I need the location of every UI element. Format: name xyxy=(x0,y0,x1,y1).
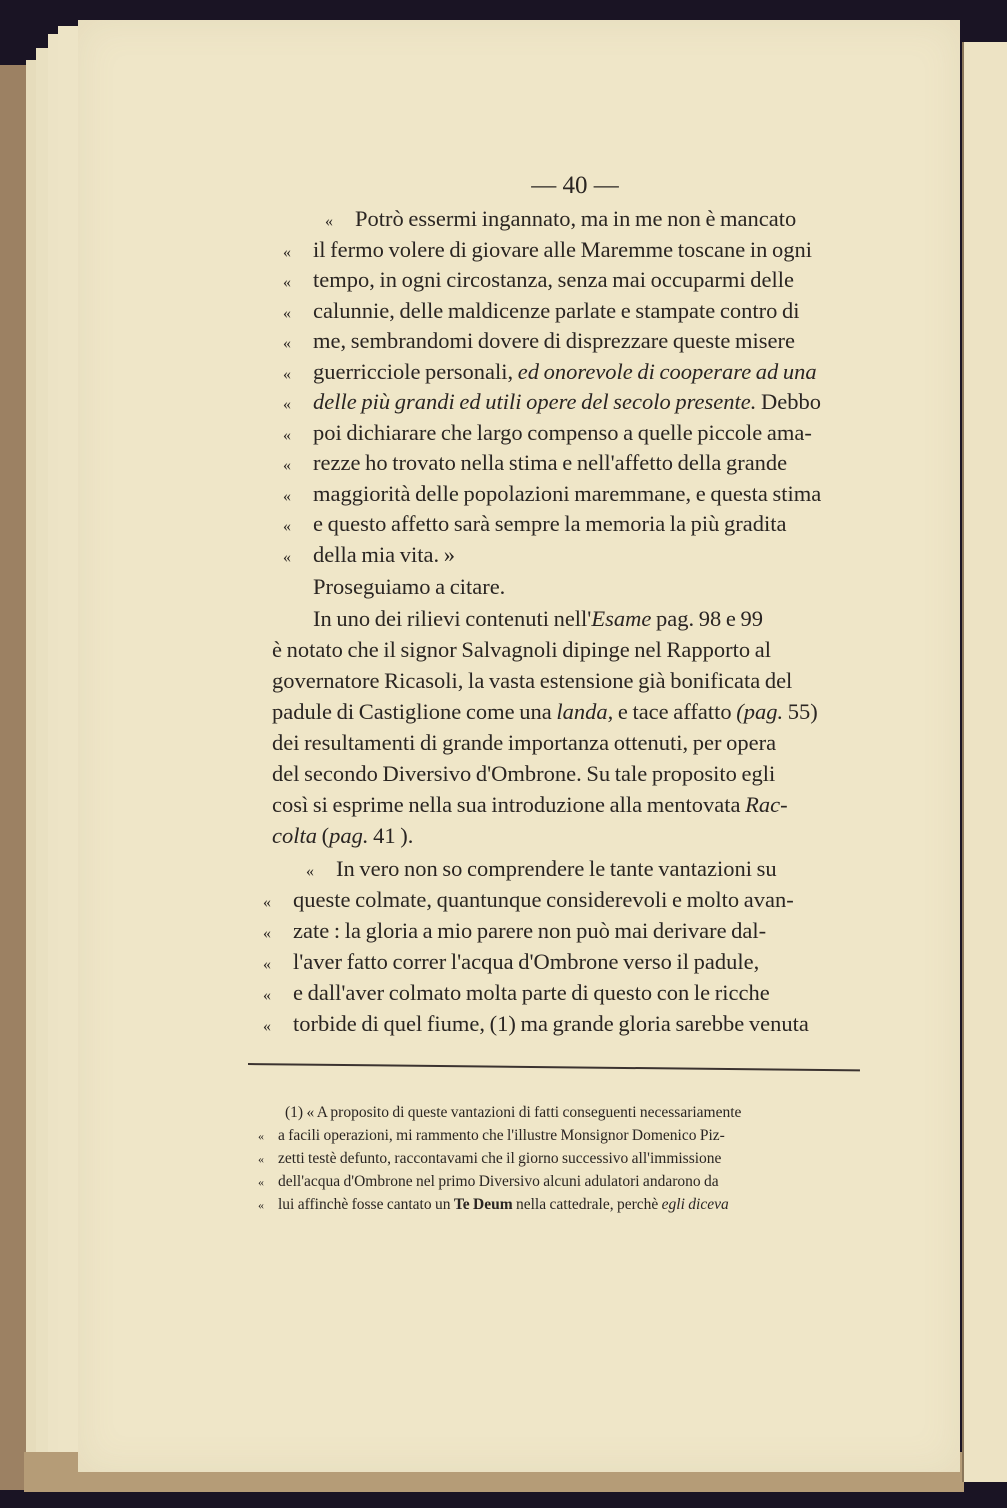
quote-mark: « xyxy=(283,304,291,322)
text: dell'acqua d'Ombrone nel primo Diversivo alcuni adulatori andarono da xyxy=(278,1173,719,1190)
text: In vero non so comprendere le tante vantazioni su xyxy=(336,856,777,881)
quote-mark: « xyxy=(263,925,271,942)
footnote-line xyxy=(258,1172,719,1192)
footnote-line xyxy=(258,1195,729,1215)
paragraph-line: governatore Ricasoli, la vasta estensione già bonificata del xyxy=(272,668,793,693)
facing-page-edge xyxy=(962,42,1007,1482)
text: 55) xyxy=(783,699,818,724)
quote-line xyxy=(283,267,794,296)
quote-line xyxy=(263,1011,809,1040)
paragraph-line xyxy=(272,823,413,849)
text: e questo affetto sarà sempre la memoria la più gradita xyxy=(313,511,787,536)
quote-mark: « xyxy=(283,274,291,291)
quote-line xyxy=(283,542,455,571)
footnote-line xyxy=(258,1149,721,1169)
paragraph-line xyxy=(272,699,818,725)
italic-text: colta xyxy=(272,823,317,848)
text: tempo, in ogni circostanza, senza mai occuparmi delle xyxy=(313,267,794,292)
bold-text: Te Deum xyxy=(453,1196,513,1213)
quote-line xyxy=(306,856,777,885)
quote-mark: « xyxy=(283,487,291,505)
quote-line xyxy=(263,980,770,1009)
italic-text: Rac- xyxy=(745,792,788,817)
quote-line xyxy=(283,481,821,510)
quote-mark: « xyxy=(263,894,271,911)
italic-text: delle più grandi ed utili opere del secolo presente. xyxy=(313,389,757,414)
italic-text: Esame xyxy=(591,606,652,631)
quote-mark: « xyxy=(258,1129,264,1143)
footnote-line: (1) « A proposito di queste vantazioni di fatti conseguenti necessariamente xyxy=(285,1104,742,1121)
text: lui affinchè fosse cantato un xyxy=(278,1196,454,1213)
quote-mark: « xyxy=(283,335,291,352)
paragraph-line: Proseguiamo a citare. xyxy=(313,574,506,599)
quote-line xyxy=(263,949,759,978)
paragraph-line xyxy=(313,606,763,632)
text: calunnie, delle maldicenze parlate e stampate contro di xyxy=(313,297,800,323)
text: me, sembrandomi dovere di disprezzare queste misere xyxy=(313,328,795,353)
footnote-line xyxy=(258,1126,725,1146)
page-number: — 40 — xyxy=(531,172,619,199)
italic-text: pag. xyxy=(329,823,369,848)
text: pag. 98 e 99 xyxy=(651,606,763,631)
quote-line xyxy=(283,511,787,540)
text: maggiorità delle popolazioni maremmane, e questa stima xyxy=(313,480,822,506)
text: nella cattedrale, perchè xyxy=(512,1196,662,1213)
paragraph-line: dei resultamenti di grande importanza ottenuti, per opera xyxy=(272,730,777,755)
quote-mark: « xyxy=(283,548,291,566)
text: guerricciole personali, xyxy=(313,358,514,384)
quote-line xyxy=(283,359,817,388)
quote-mark: « xyxy=(258,1198,264,1212)
italic-text: egli diceva xyxy=(661,1196,729,1213)
text: l'aver fatto correr l'acqua d'Ombrone verso il padule, xyxy=(293,949,760,974)
text: e tace affatto xyxy=(613,699,737,724)
quote-mark: « xyxy=(283,518,291,535)
quote-line xyxy=(283,450,787,479)
paragraph-line xyxy=(272,792,788,818)
quote-mark: « xyxy=(263,956,271,973)
quote-line xyxy=(283,420,812,449)
text: padule di Castiglione come una xyxy=(272,699,557,724)
quote-mark: « xyxy=(283,243,291,261)
quote-line xyxy=(283,298,800,327)
text: zetti testè defunto, raccontavami che il giorno successivo all'immissione xyxy=(278,1150,722,1167)
text: a facili operazioni, mi rammento che l'illustre Monsignor Domenico Piz- xyxy=(278,1127,725,1144)
text: queste colmate, quantunque considerevoli e molto avan- xyxy=(293,887,794,912)
italic-text: (pag. xyxy=(736,699,784,724)
text: torbide di quel fiume, (1) ma grande gloria sarebbe venuta xyxy=(293,1011,809,1036)
paragraph-line: del secondo Diversivo d'Ombrone. Su tale proposito egli xyxy=(272,761,776,786)
quote-line xyxy=(283,328,795,357)
quote-mark: « xyxy=(283,426,291,444)
text: 41 ). xyxy=(368,823,414,848)
text: e dall'aver colmato molta parte di questo con le ricche xyxy=(293,980,770,1005)
paragraph-line: è notato che il signor Salvagnoli dipinge nel Rapporto al xyxy=(272,637,772,662)
quote-mark: « xyxy=(283,396,291,413)
text: della mia vita. » xyxy=(313,541,455,567)
quote-line xyxy=(325,206,796,235)
text: Potrò essermi ingannato, ma in me non è mancato xyxy=(355,206,797,231)
text: ( xyxy=(317,823,330,848)
text: Debbo xyxy=(760,389,821,414)
quote-line xyxy=(283,389,821,418)
quote-mark: « xyxy=(283,365,291,383)
quote-line xyxy=(283,237,812,266)
text: In uno dei rilievi contenuti nell' xyxy=(313,606,592,631)
quote-mark: « xyxy=(325,213,333,230)
quote-mark: « xyxy=(283,457,291,474)
quote-mark: « xyxy=(306,863,314,880)
text: rezze ho trovato nella stima e nell'affetto della grande xyxy=(313,450,788,475)
quote-mark: « xyxy=(258,1175,264,1189)
text: il fermo volere di giovare alle Maremme toscane in ogni xyxy=(313,236,812,262)
quote-line xyxy=(263,887,794,916)
text: così si esprime nella sua introduzione alla mentovata xyxy=(272,792,746,817)
text: zate : la gloria a mio parere non può mai derivare dal- xyxy=(293,918,767,943)
quote-mark: « xyxy=(263,987,271,1004)
italic-text: landa, xyxy=(556,699,614,724)
quote-line xyxy=(263,918,766,947)
italic-text: ed onorevole di cooperare ad una xyxy=(517,358,817,384)
quote-mark: « xyxy=(258,1152,264,1166)
text: poi dichiarare che largo compenso a quelle piccole ama- xyxy=(313,419,812,445)
quote-mark: « xyxy=(263,1018,271,1035)
